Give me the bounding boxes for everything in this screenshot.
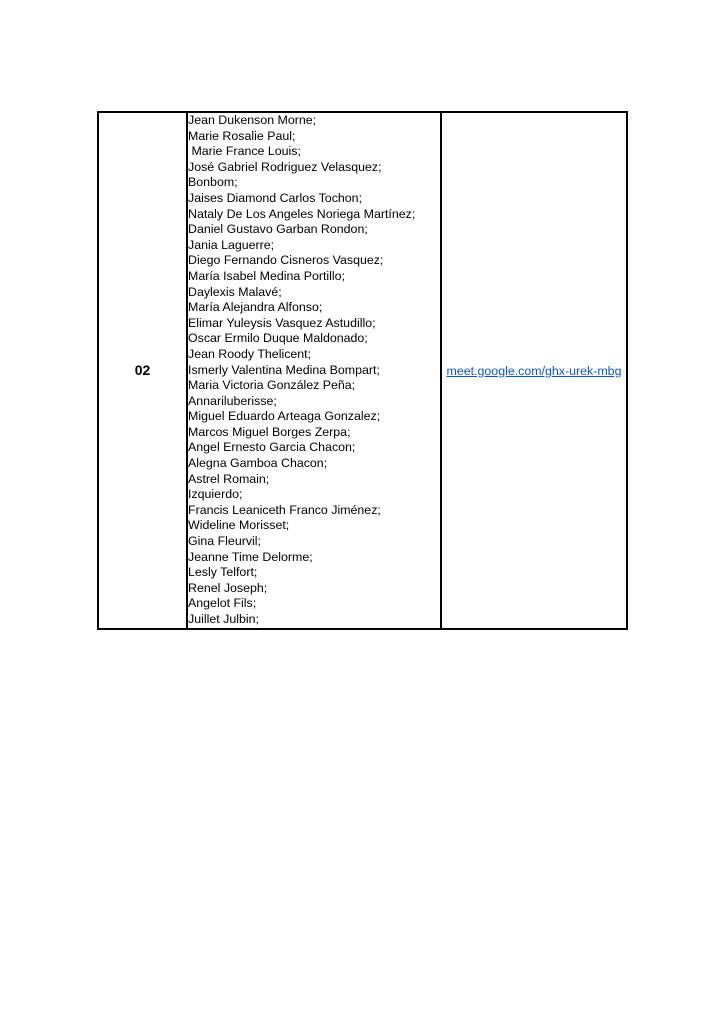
- list-item: Marie France Louis;: [188, 144, 301, 159]
- list-item: Jania Laguerre;: [188, 237, 275, 252]
- list-item: Astrel Romain;: [188, 471, 270, 486]
- list-item: Jean Roody Thelicent;: [188, 346, 312, 361]
- list-item: Oscar Ermilo Duque Maldonado;: [188, 331, 368, 346]
- list-item: Maria Victoria González Peña;: [188, 378, 356, 393]
- list-item: Jaises Diamond Carlos Tochon;: [188, 190, 363, 205]
- list-item: Gina Fleurvil;: [188, 534, 261, 549]
- list-item: Jeanne Time Delorme;: [188, 549, 313, 564]
- link-cell: [441, 112, 627, 629]
- list-item: Miguel Eduardo Arteaga Gonzalez;: [188, 409, 381, 424]
- list-item: Lesly Telfort;: [188, 565, 258, 580]
- list-item: José Gabriel Rodriguez Velasquez;: [188, 159, 382, 174]
- list-item: Annariluberisse;: [188, 393, 277, 408]
- list-item: Francis Leaniceth Franco Jiménez;: [188, 502, 381, 517]
- list-item: Marie Rosalie Paul;: [188, 128, 296, 143]
- group-number: 02: [98, 112, 187, 629]
- list-item: María Isabel Medina Portillo;: [188, 268, 346, 283]
- roster-table: [97, 111, 628, 630]
- table-row: [98, 112, 627, 629]
- list-item: María Alejandra Alfonso;: [188, 300, 323, 315]
- list-item: Angel Ernesto Garcia Chacon;: [188, 440, 356, 455]
- list-item: Juillet Julbin;: [188, 612, 259, 626]
- meet-link[interactable]: meet.google.com/ghx-urek-mbg: [446, 363, 622, 378]
- list-item: Daylexis Malavé;: [188, 284, 282, 299]
- list-item: Marcos Miguel Borges Zerpa;: [188, 424, 351, 439]
- list-item: Angelot Fils;: [188, 596, 257, 611]
- participants-cell: [187, 112, 441, 629]
- list-item: Elimar Yuleysis Vasquez Astudillo;: [188, 315, 376, 330]
- list-item: Bonbom;: [188, 175, 238, 190]
- participants-list: [188, 113, 440, 628]
- list-item: Daniel Gustavo Garban Rondon;: [188, 222, 368, 237]
- list-item: Jean Dukenson Morne;: [188, 113, 317, 127]
- list-item: Ismerly Valentina Medina Bompart;: [188, 362, 380, 377]
- list-item: Renel Joseph;: [188, 580, 268, 595]
- list-item: Alegna Gamboa Chacon;: [188, 456, 328, 471]
- list-item: Nataly De Los Angeles Noriega Martínez;: [188, 206, 416, 221]
- list-item: Izquierdo;: [188, 487, 243, 502]
- list-item: Wideline Morisset;: [188, 518, 290, 533]
- list-item: Diego Fernando Cisneros Vasquez;: [188, 253, 384, 268]
